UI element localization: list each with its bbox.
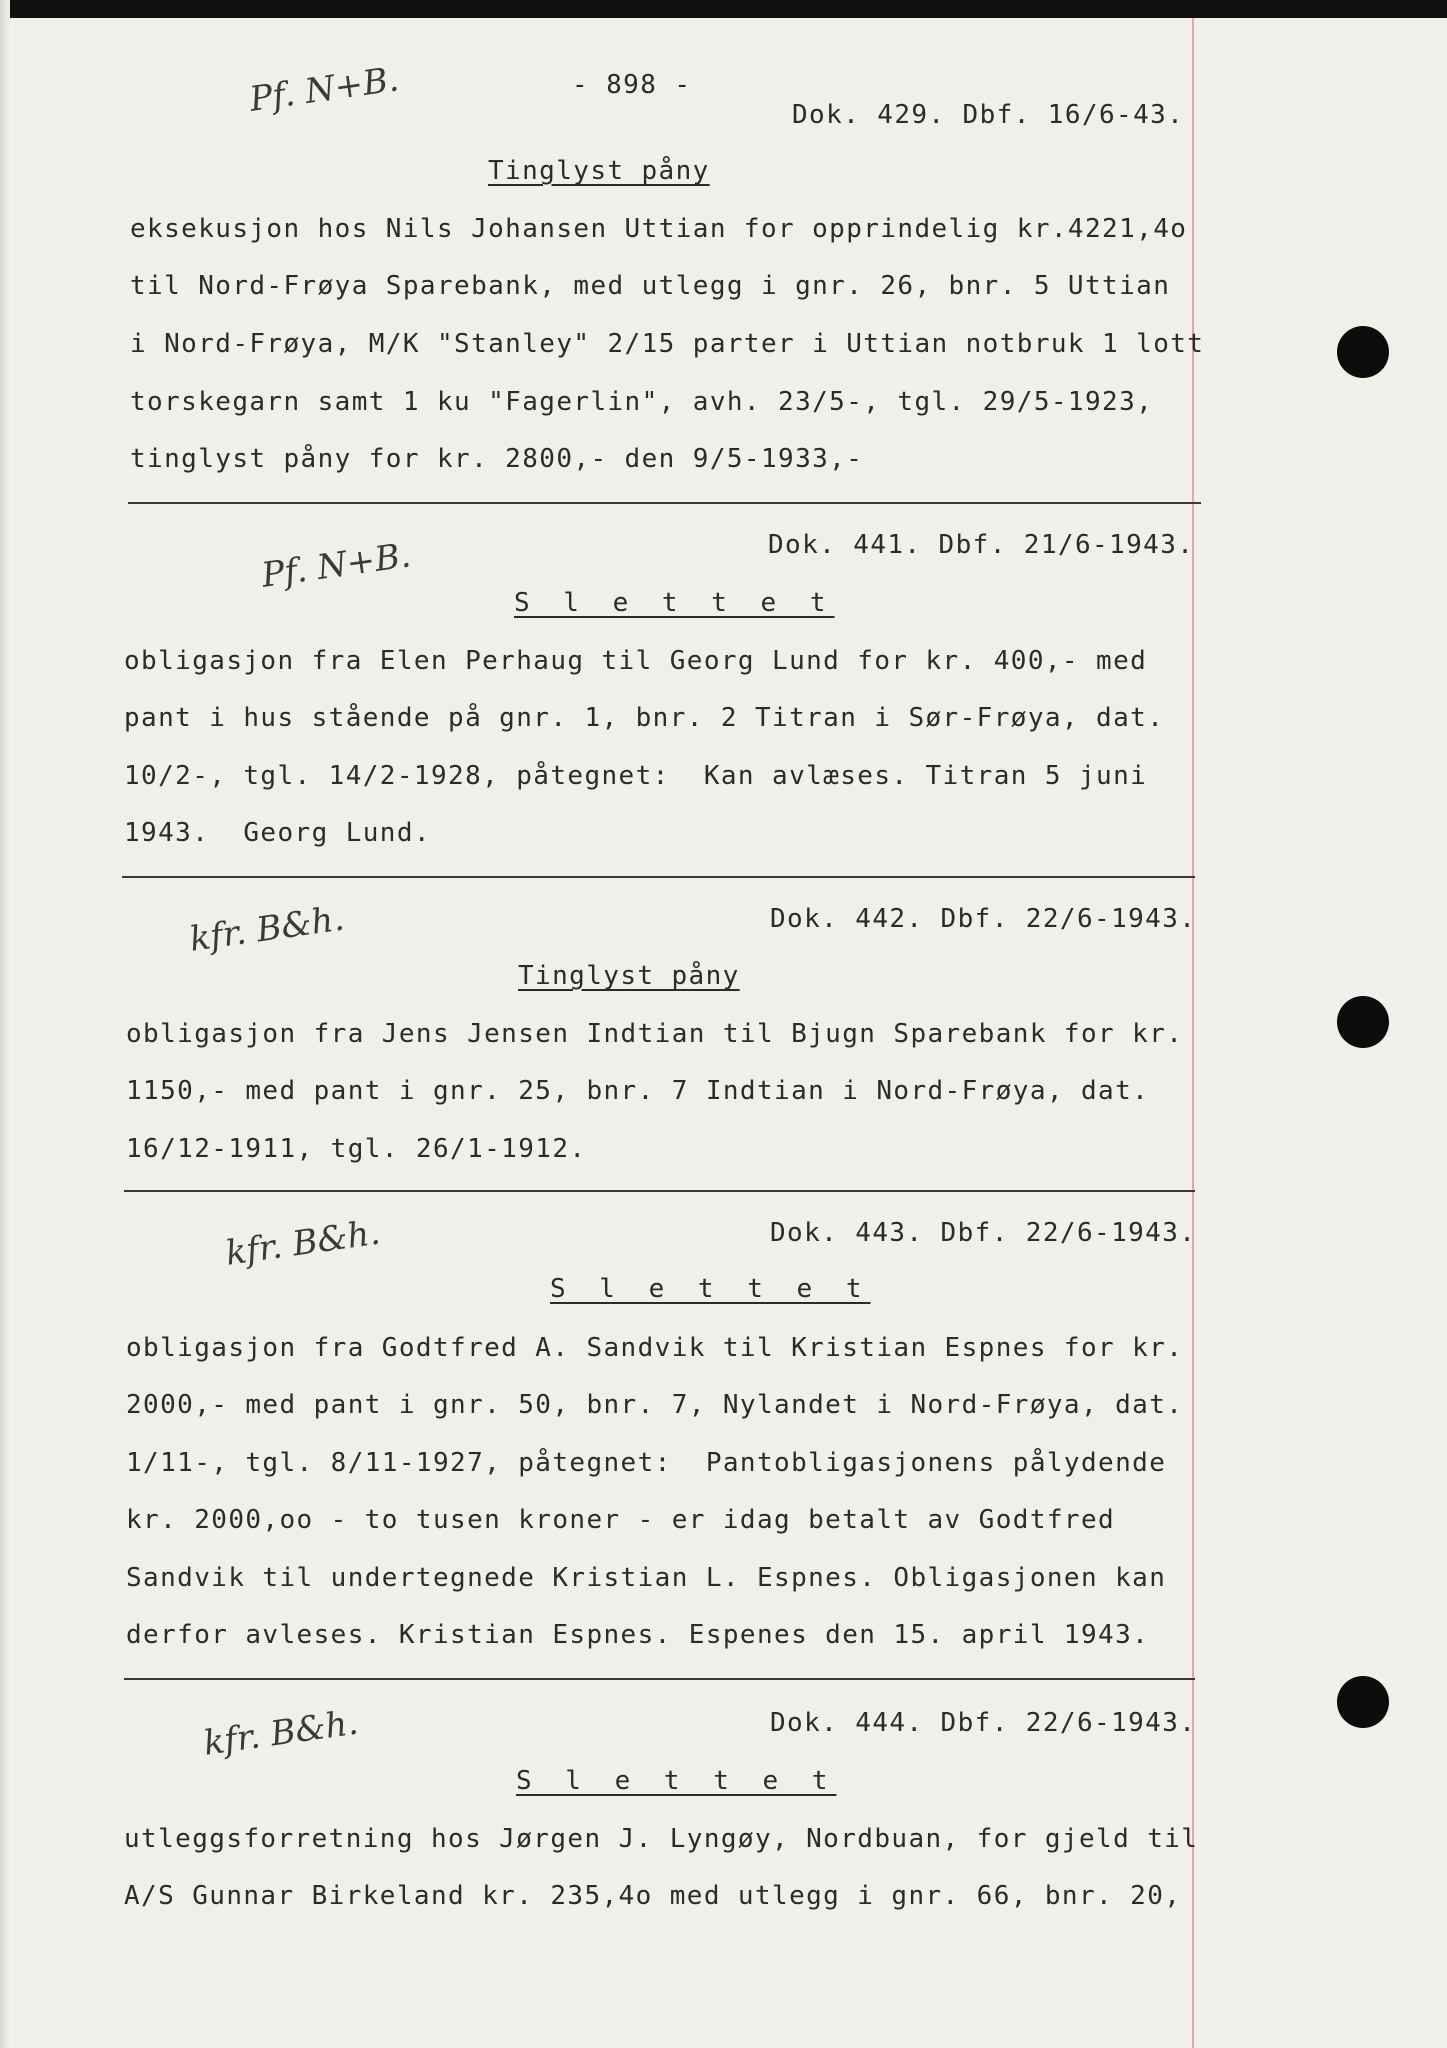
handwritten-initials: Pf. N+B.	[259, 535, 414, 596]
entry-line: i Nord-Frøya, M/K "Stanley" 2/15 parter i Uttian notbruk 1 lott	[130, 329, 1205, 359]
entry-line: obligasjon fra Elen Perhaug til Georg Lund for kr. 400,- med	[124, 646, 1148, 676]
doc-reference: Dok. 443. Dbf. 22/6-1943.	[770, 1218, 1197, 1248]
entry-heading: Tinglyst påny	[518, 961, 740, 991]
doc-reference: Dok. 429. Dbf. 16/6-43.	[792, 100, 1185, 130]
handwritten-initials: kfr. B&h.	[201, 1702, 361, 1764]
entry-line: utleggsforretning hos Jørgen J. Lyngøy, Nordbuan, for gjeld til	[124, 1824, 1199, 1854]
doc-reference: Dok. 442. Dbf. 22/6-1943.	[770, 904, 1197, 934]
separator-rule	[124, 1190, 1195, 1192]
entry-line: derfor avleses. Kristian Espnes. Espenes den 15. april 1943.	[126, 1620, 1150, 1650]
handwritten-initials: kfr. B&h.	[223, 1212, 383, 1274]
entry-line: Sandvik til undertegnede Kristian L. Espnes. Obligasjonen kan	[126, 1563, 1167, 1593]
separator-rule	[124, 1678, 1195, 1680]
punch-hole	[1337, 1676, 1389, 1728]
entry-heading: S l e t t e t	[516, 1766, 837, 1796]
handwritten-initials: Pf. N+B.	[247, 59, 402, 120]
entry-line: torskegarn samt 1 ku "Fagerlin", avh. 23/5-, tgl. 29/5-1923,	[130, 387, 1154, 417]
separator-rule	[128, 502, 1201, 504]
doc-reference: Dok. 441. Dbf. 21/6-1943.	[768, 530, 1195, 560]
punch-hole	[1337, 326, 1389, 378]
handwritten-initials: kfr. B&h.	[187, 898, 347, 960]
entry-line: 1150,- med pant i gnr. 25, bnr. 7 Indtian i Nord-Frøya, dat.	[126, 1076, 1150, 1106]
separator-rule	[122, 876, 1195, 878]
entry-line: A/S Gunnar Birkeland kr. 235,4o med utlegg i gnr. 66, bnr. 20,	[124, 1881, 1182, 1911]
doc-reference: Dok. 444. Dbf. 22/6-1943.	[770, 1708, 1197, 1738]
entry-heading: S l e t t e t	[514, 588, 835, 618]
entry-heading: S l e t t e t	[550, 1274, 871, 1304]
entry-line: 2000,- med pant i gnr. 50, bnr. 7, Nylandet i Nord-Frøya, dat.	[126, 1390, 1184, 1420]
punch-hole	[1337, 996, 1389, 1048]
entry-line: 10/2-, tgl. 14/2-1928, påtegnet: Kan avlæses. Titran 5 juni	[124, 761, 1148, 791]
entry-line: 1943. Georg Lund.	[124, 818, 431, 848]
margin-line	[1192, 18, 1194, 2048]
entry-line: kr. 2000,oo - to tusen kroner - er idag betalt av Godtfred	[126, 1505, 1116, 1535]
entry-line: eksekusjon hos Nils Johansen Uttian for opprindelig kr.4221,4o	[130, 214, 1188, 244]
entry-line: obligasjon fra Godtfred A. Sandvik til Kristian Espnes for kr.	[126, 1333, 1184, 1363]
entry-line: 16/12-1911, tgl. 26/1-1912.	[126, 1134, 587, 1164]
scan-top-edge	[0, 0, 1447, 18]
entry-line: pant i hus stående på gnr. 1, bnr. 2 Titran i Sør-Frøya, dat.	[124, 703, 1165, 733]
entry-line: til Nord-Frøya Sparebank, med utlegg i gnr. 26, bnr. 5 Uttian	[130, 271, 1171, 301]
entry-heading: Tinglyst påny	[488, 156, 710, 186]
entry-line: obligasjon fra Jens Jensen Indtian til Bjugn Sparebank for kr.	[126, 1019, 1184, 1049]
page-number: - 898 -	[572, 70, 692, 100]
scan-left-edge	[0, 0, 10, 2048]
entry-line: 1/11-, tgl. 8/11-1927, påtegnet: Pantobligasjonens pålydende	[126, 1448, 1167, 1478]
entry-line: tinglyst påny for kr. 2800,- den 9/5-1933,-	[130, 444, 864, 474]
